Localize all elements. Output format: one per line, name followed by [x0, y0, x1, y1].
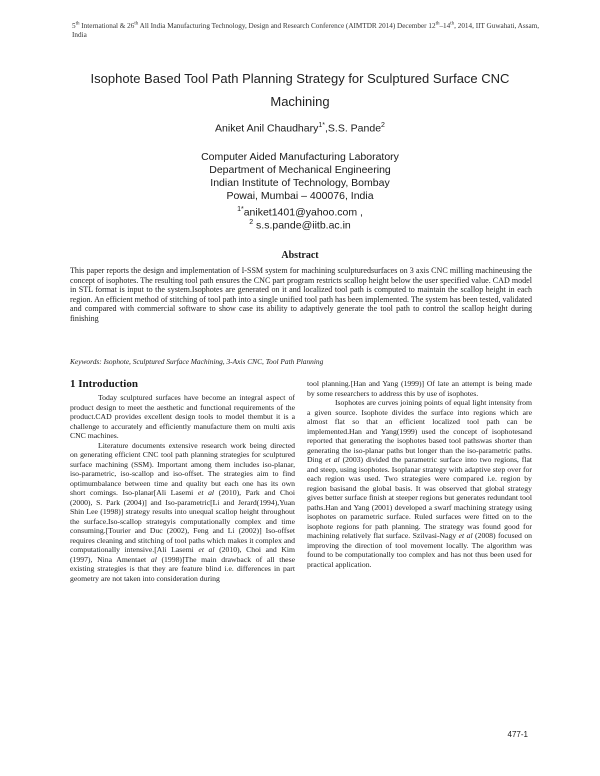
conference-header: 5th International & 26th All India Manufacturing Technology, Design and Research Conference (AIMTDR 2014) December 12th–14th, 2014, IIT Guwahati, Assam, India: [72, 21, 540, 39]
paper-title-line1: Isophote Based Tool Path Planning Strategy for Sculptured Surface CNC: [90, 71, 510, 86]
abstract-heading: Abstract: [281, 250, 319, 261]
keywords: Keywords: Isophote, Sculptured Surface Machining, 3-Axis CNC, Tool Path Planning: [70, 357, 324, 366]
authors: Aniket Anil Chaudhary$^{1*}$,S.S. Pande$^2$: [215, 122, 385, 135]
affiliation-lab: Computer Aided Manufacturing Laboratory: [201, 151, 399, 163]
paragraph: Literature documents extensive research work being directed on generating efficient CNC tool path planning strategies for sculptured surface machining (SSM). Important among them includes iso-planar, iso-parametric, iso-scallop and iso-offset. The strategies aim to find optimumbalance between time and quality but each one has its own short comings. Iso-planar[Ali Lasemi et al (2010), Park and Choi (2000), S. Park (2004)] and Iso-parametric[Li and Jerard(1994),Yuan Shin Lee (1998)] strategy results into unequal scallop height throughout the surface.Iso-scallop strategyis computationally complex and time consuming.[Tourier and Duc (2002), Feng and Li (2002)] Iso-offset requires cleaning and stitching of tool paths which makes it complex and computationally intensive.[Ali Lasemi et al (2010), Choi and Kim (1997), Nina Amentaet al (1998)]The main drawback of all these existing strategies is that they are feature blind i.e. differences in part geometry are not taken into consideration during: [70, 440, 296, 583]
paragraph: Isophotes are curves joining points of equal light intensity from a given source. Isophote divides the surface into regions which are almost flat so that an efficient localized tool path can be implemented.Han and Yang(1999) used the concept of isophotesand reported that generating the isophotes based tool pathswas shorter than generating the iso-planar paths but longer than the iso-parametric paths. Ding et al (2003) divided the parametric surface into two regions, flat and steep, using isophotes. Isoplanar strategy with adaptive step over for each region was used. Two strategies were compared i.e. region by region basisand the global basis. It was observed that global strategy gives better surface finish at steeper regions but generates redundant tool paths.Han and Yang (2001) developed a swarf machining strategy using isophotes on parametric surface. Ruled surfaces were fitted on to the isophote regions for path planning. The strategy was found good for machining relatively flat surface. Szilvasi-Nagy et al (2008) focused on improving the direction of tool movement locally. The algorithm was found to be computationally too complex and has not thus been used for practical application.: [307, 398, 533, 569]
right-column: [307, 379, 532, 569]
author-2: S.S. Pande: [327, 122, 382, 135]
paragraph: tool planning.[Han and Yang (1999)] Of late an attempt is being made by some researchers to address this by use of isophotes.: [307, 379, 532, 398]
affiliation-institute: Indian Institute of Technology, Bombay: [210, 177, 390, 189]
section-heading: 1 Introduction: [70, 378, 138, 390]
email-1: $^{1*}$aniket1401@yahoo.com ,: [237, 206, 363, 219]
affiliation-dept: Department of Mechanical Engineering: [209, 164, 391, 176]
left-column: [70, 393, 295, 583]
paper-title-line2: Machining: [270, 94, 330, 109]
paragraph: Today sculptured surfaces have become an integral aspect of product design to meet the aesthetic and functional requirements of the product.CAD provides excellent design tools to model thembut it is a challenge to accurately and efficiently manufacture them on multi axis CNC machines.: [70, 393, 295, 440]
email-2: $^2$ s.s.pande@iitb.ac.in: [249, 219, 351, 232]
page-number: 477-1: [507, 730, 528, 739]
abstract-body: This paper reports the design and implementation of I-SSM system for machining sculpturedsurfaces on 3 axis CNC milling machineusing the concept of isophotes. The resulting tool path ensures the CNC part program restricts scallop height below the user specified value. CAD model in STL format is input to the system.Isophotes are generated on it and localized tool path is computed to maintain the scallop height in each region. An efficient method of stitching of tool path into a single unified tool path has been implemented. The system has been tested, validated and compared with commercial software to show case its ability to adaptively generate the tool path to control the scallop height during finishing: [70, 266, 532, 323]
author-1: Aniket Anil Chaudhary: [215, 122, 319, 135]
affiliation-city: Powai, Mumbai – 400076, India: [226, 190, 374, 202]
